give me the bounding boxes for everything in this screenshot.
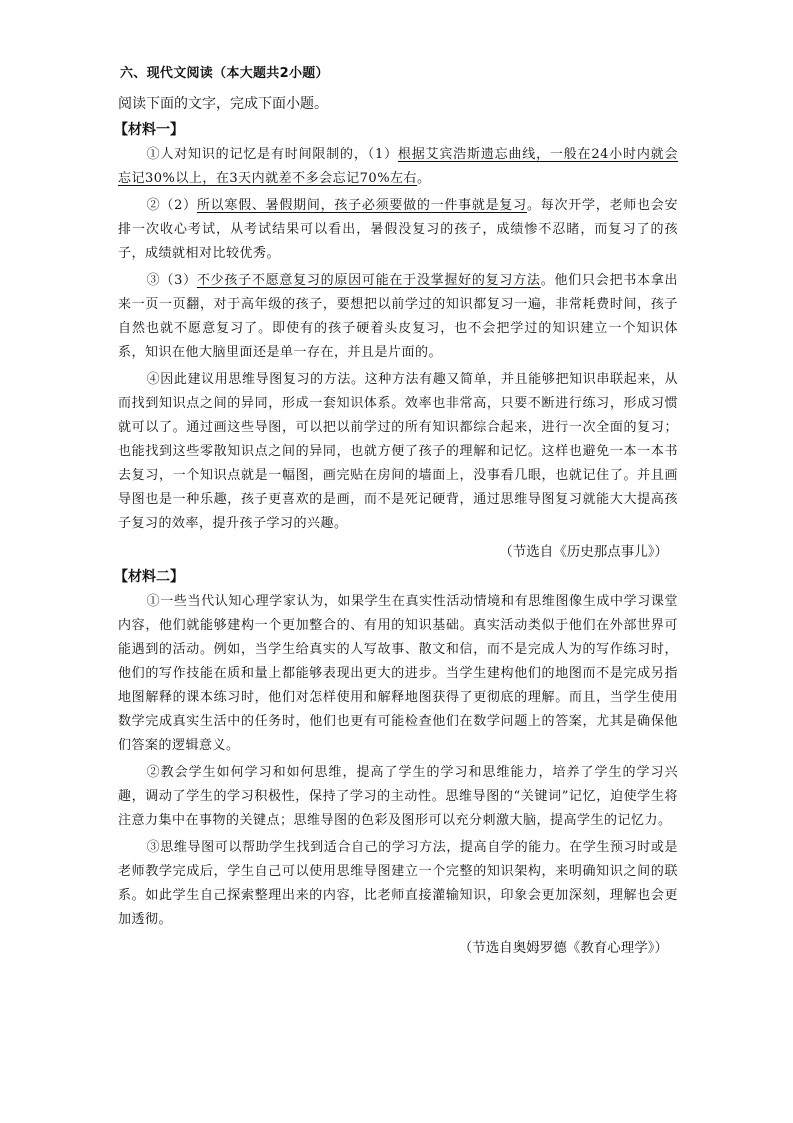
paragraph-lead: ①人对知识的记忆是有时间限制的，（1）: [146, 147, 398, 162]
material-two-source: （节选自奥姆罗德《教育心理学》）: [458, 940, 668, 956]
material-one-source: （节选自《历史那点事儿》）: [499, 544, 668, 560]
material-one-paragraph-3: [118, 269, 678, 365]
material-one-paragraph-2: [118, 194, 678, 266]
material-two-paragraph-1: ①一些当代认知心理学家认为，如果学生在真实性活动情境和有思维图像生成中学习课堂内容，他们就能够建构一个更加整合的、有用的知识基础。真实活动类似于他们在外部世界可能遇到的活动。例如，当学生给真实的人写故事、散文和信，而不是完成人为的写作练习时，他们的写作技能在质和量上都能够表现出更大的进步。当学生建构他们的地图而不是完成另指地图解释的课本练习时，他们对怎样使用和解释地图获得了更彻底的理解。而且，当学生使用数学完成真实生活中的任务时，他们也更有可能检查他们在数学问题上的答案，尤其是确保他们答案的逻辑意义。: [118, 594, 678, 753]
paragraph-lead: ③（3）: [146, 273, 197, 288]
underlined-sentence-2: 所以寒假、暑假期间，孩子必须要做的一件事就是复习: [196, 198, 527, 213]
section-title: 六、现代文阅读（本大题共2小题）: [120, 66, 329, 81]
underlined-sentence-3: 不少孩子不愿意复习的原因可能在于没掌握好的复习方法: [196, 273, 541, 288]
material-one-paragraph-1: [118, 143, 678, 191]
material-one-paragraph-4: ④因此建议用思维导图复习的方法。这种方法有趣又简单，并且能够把知识串联起来，从而找到知识点之间的异同，形成一套知识体系。效率也非常高，只要不断进行练习，形成习惯就可以了。通过画这些导图，可以把以前学过的所有知识都综合起来，进行一次全面的复习；也能找到这些零散知识点之间的异同，也就方便了孩子的理解和记忆。这样也避免一本一本书去复习，一个知识点就是一幅图，画完贴在房间的墙面上，没事看几眼，也就记住了。并且画导图也是一种乐趣，孩子更喜欢的是画，而不是死记硬背，通过思维导图复习就能大大提高孩子复习的效率，提升孩子学习的兴趣。: [118, 372, 678, 531]
paragraph-lead: ②（2）: [146, 198, 197, 213]
instruction-text: 阅读下面的文字，完成下面小题。: [118, 96, 328, 112]
material-two: [114, 566, 678, 956]
paragraph-tail: 。他们只会把书本拿出来一页一页翻，对于高年级的孩子，要想把以前学过的知识都复习一遍，非常耗费时间，孩子自然也就不愿意复习了。即使有的孩子硬着头皮复习，也不会把学过的知识建立一个知识体系，知识在他大脑里面还是单一存在，并且是片面的。: [118, 273, 678, 360]
material-two-paragraph-3: ③思维导图可以帮助学生找到适合自己的学习方法，提高自学的能力。在学生预习时或是老师教学完成后，学生自己可以使用思维导图建立一个完整的知识架构，来明确知识之间的联系。如此学生自己探索整理出来的内容，比老师直接灌输知识，印象会更加深刻，理解也会更加透彻。: [118, 840, 678, 927]
material-two-label: 【材料二】: [114, 569, 184, 585]
material-two-paragraph-2: ②教会学生如何学习和如何思维，提高了学生的学习和思维能力，培养了学生的学习兴趣，调动了学生的学习积极性，保持了学习的主动性。思维导图的“关键词”记忆，迫使学生将注意力集中在事物的关键点；思维导图的色彩及图形可以充分刺激大脑，提高学生的记忆力。: [118, 765, 678, 828]
document-page: [114, 62, 678, 962]
material-one-label: 【材料一】: [114, 122, 184, 138]
paragraph-tail: 。每次开学，老师也会安排一次收心考试，从考试结果可以看出，暑假没复习的孩子，成绩惨不忍睹，而复习了的孩子，成绩就相对比较优秀。: [118, 198, 678, 261]
underlined-sentence-1: 根据艾宾浩斯遗忘曲线，一般在24小时内就会忘记30%以上，在3天内就差不多会忘记70%左右: [118, 147, 678, 186]
paragraph-tail: 。: [417, 171, 431, 186]
material-one: [114, 119, 678, 560]
